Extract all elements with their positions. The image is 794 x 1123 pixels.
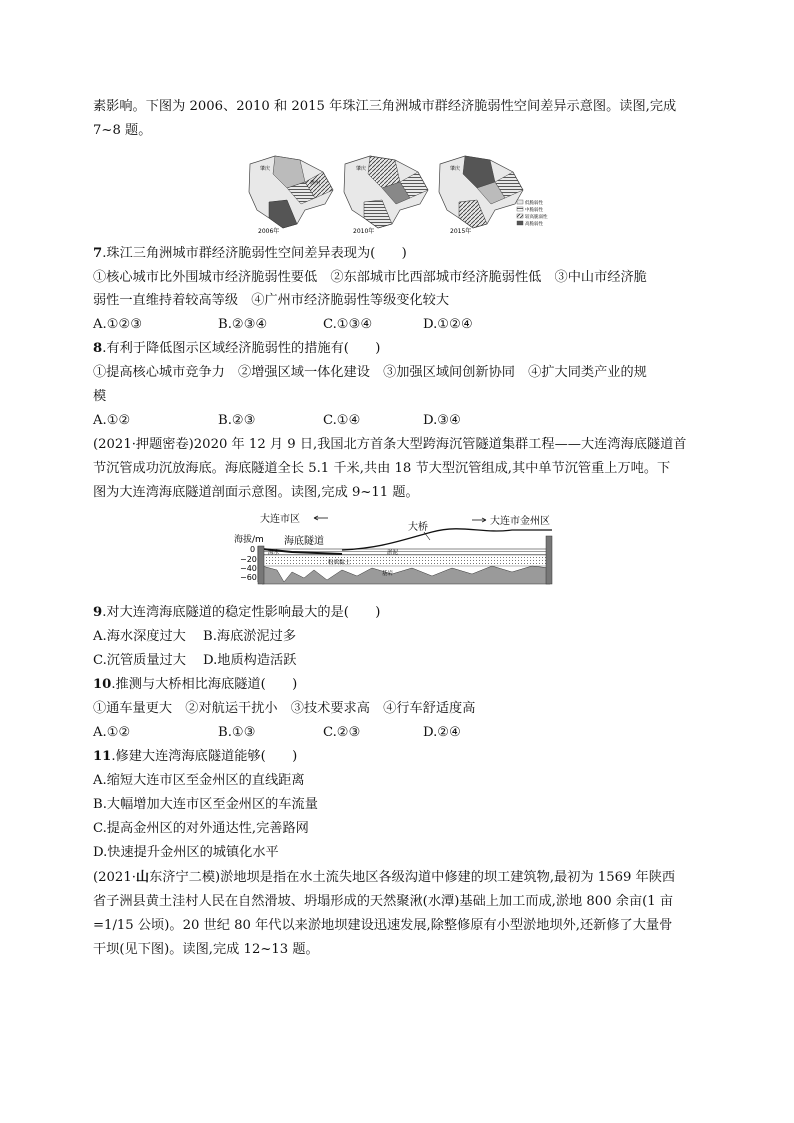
tick-neg20: −20: [240, 555, 257, 564]
question-8-statements-2: 模: [93, 389, 107, 404]
q10-option-a[interactable]: A.①②: [93, 725, 131, 740]
q8-option-c[interactable]: C.①④: [323, 413, 361, 428]
q11-option-a[interactable]: A.缩短大连市区至金州区的直线距离: [93, 773, 305, 788]
label-altitude: 海拔/m: [234, 535, 264, 545]
question-10-options: [93, 724, 461, 742]
vulnerability-maps-svg: [240, 150, 560, 238]
map-2010-label-zhaoqing: 肇庆: [356, 166, 367, 172]
question-8-stem: 8.有利于降低图示区域经济脆弱性的措施有( ): [93, 341, 381, 356]
question-9-options-2: [93, 652, 296, 670]
question-9-options-1: [93, 628, 296, 646]
legend-higher: 较高脆弱性: [525, 215, 548, 220]
passage-2-line-2: 节沉管成功沉放海底。海底隧道全长 5.1 千米,共由 18 节大型沉管组成,其中单节沉管重上万吨。下: [93, 461, 671, 476]
question-9-stem: 9.对大连湾海底隧道的稳定性影响最大的是( ): [93, 605, 381, 620]
q10-option-d[interactable]: D.②④: [423, 725, 461, 740]
label-jinzhou: 大连市金州区: [490, 516, 550, 527]
question-8-options: [93, 412, 461, 430]
tick-neg60: −60: [240, 573, 257, 582]
label-seawater: 海水: [268, 550, 280, 556]
q9-option-c[interactable]: C.沉管质量过大: [93, 653, 186, 668]
q7-option-d[interactable]: D.①②④: [423, 317, 473, 332]
bedrock-layer: [262, 566, 550, 584]
vulnerability-maps-figure: [240, 150, 560, 238]
label-dalian-urban: 大连市区: [260, 514, 300, 525]
right-bank: [546, 536, 552, 584]
q11-option-d[interactable]: D.快速提升金州区的城镇化水平: [93, 845, 279, 860]
q9-option-a[interactable]: A.海水深度过大: [93, 629, 186, 644]
intro-line-1: 素影响。下图为 2006、2010 和 2015 年珠江三角洲城市群经济脆弱性空间差异示意图。读图,完成: [93, 99, 677, 114]
label-silty-clay: 粉质黏土: [328, 560, 351, 566]
question-10-stem: 10.推测与大桥相比海底隧道( ): [93, 677, 298, 692]
map-2015-label-zhaoqing: 肇庆: [450, 166, 461, 172]
map-year-2010: 2010年: [353, 228, 375, 235]
passage-3-line-2: 省子洲县黄土洼村人民在自然滑坡、坍塌形成的天然聚湫(水潭)基础上加工而成,淤地 800 余亩(1 亩: [93, 894, 674, 909]
intro-line-2: 7~8 题。: [93, 123, 152, 138]
tunnel-profile-svg: [232, 508, 557, 592]
passage-3-line-1: (2021·山东济宁二模)淤地坝是指在水土流失地区各级沟道中修建的坝工建筑物,最初为 1569 年陕西: [93, 870, 676, 885]
passage-3-line-3: =1/15 公顷)。20 世纪 80 年代以来淤地坝建设迅速发展,除整修原有小型淤地坝外,还新修了大量骨: [93, 918, 673, 933]
map-year-2006: 2006年: [258, 228, 280, 235]
map-2006-label-zhaoqing: 肇庆: [260, 166, 271, 172]
q8-option-b[interactable]: B.②③: [218, 413, 256, 428]
map-year-2015: 2015年: [450, 228, 472, 235]
q8-option-a[interactable]: A.①②: [93, 413, 131, 428]
legend-low: 低脆弱性: [525, 201, 543, 206]
left-bank: [258, 546, 264, 584]
passage-2-line-1: (2021·押题密卷)2020 年 12 月 9 日,我国北方首条大型跨海沉管隧道集群工程——大连湾海底隧道首: [93, 437, 687, 452]
legend-mid: 中脆弱性: [525, 208, 543, 213]
q8-option-d[interactable]: D.③④: [423, 413, 461, 428]
question-7-statements-2: 弱性一直维持着较高等级 ④广州市经济脆弱性等级变化较大: [93, 293, 450, 308]
tick-0: 0: [250, 545, 256, 554]
q7-option-a[interactable]: A.①②③: [93, 317, 143, 332]
q9-option-b[interactable]: B.海底淤泥过多: [203, 629, 297, 644]
q7-option-c[interactable]: C.①③④: [323, 317, 373, 332]
map-2006-label-huizhou: 惠州: [310, 180, 321, 186]
question-7-statements-1: ①核心城市比外围城市经济脆弱性要低 ②东部城市比西部城市经济脆弱性低 ③中山市经济脆: [93, 270, 647, 285]
label-bridge: 大桥: [408, 522, 428, 533]
question-8-statements-1: ①提高核心城市竞争力 ②增强区域一体化建设 ③加强区域间创新协同 ④扩大同类产业的规: [93, 365, 647, 380]
q11-option-c[interactable]: C.提高金州区的对外通达性,完善路网: [93, 821, 309, 836]
question-7-stem: 7.珠江三角洲城市群经济脆弱性空间差异表现为( ): [93, 246, 407, 261]
q10-option-c[interactable]: C.②③: [323, 725, 361, 740]
map-legend: [517, 200, 523, 225]
label-undersea-tunnel: 海底隧道: [284, 536, 324, 547]
bridge-line: [342, 529, 552, 550]
passage-3-line-4: 干坝(见下图)。读图,完成 12~13 题。: [93, 942, 319, 957]
tunnel-profile-figure: [232, 508, 557, 592]
question-10-statements: ①通车量更大 ②对航运干扰小 ③技术要求高 ④行车舒适度高: [93, 701, 476, 716]
q9-option-d[interactable]: D.地质构造活跃: [203, 653, 297, 668]
q10-option-b[interactable]: B.①③: [218, 725, 256, 740]
tick-neg40: −40: [240, 564, 257, 573]
silt-layer: [262, 555, 550, 566]
q7-option-b[interactable]: B.②③④: [218, 317, 268, 332]
label-bedrock: 基岩: [382, 571, 394, 577]
label-mud: 淤泥: [387, 550, 399, 556]
question-11-stem: 11.修建大连湾海底隧道能够( ): [93, 749, 298, 764]
question-7-options: [93, 316, 473, 334]
passage-2-line-3: 图为大连湾海底隧道剖面示意图。读图,完成 9~11 题。: [93, 485, 419, 500]
legend-high: 高脆弱性: [525, 222, 543, 227]
q11-option-b[interactable]: B.大幅增加大连市区至金州区的车流量: [93, 797, 318, 812]
